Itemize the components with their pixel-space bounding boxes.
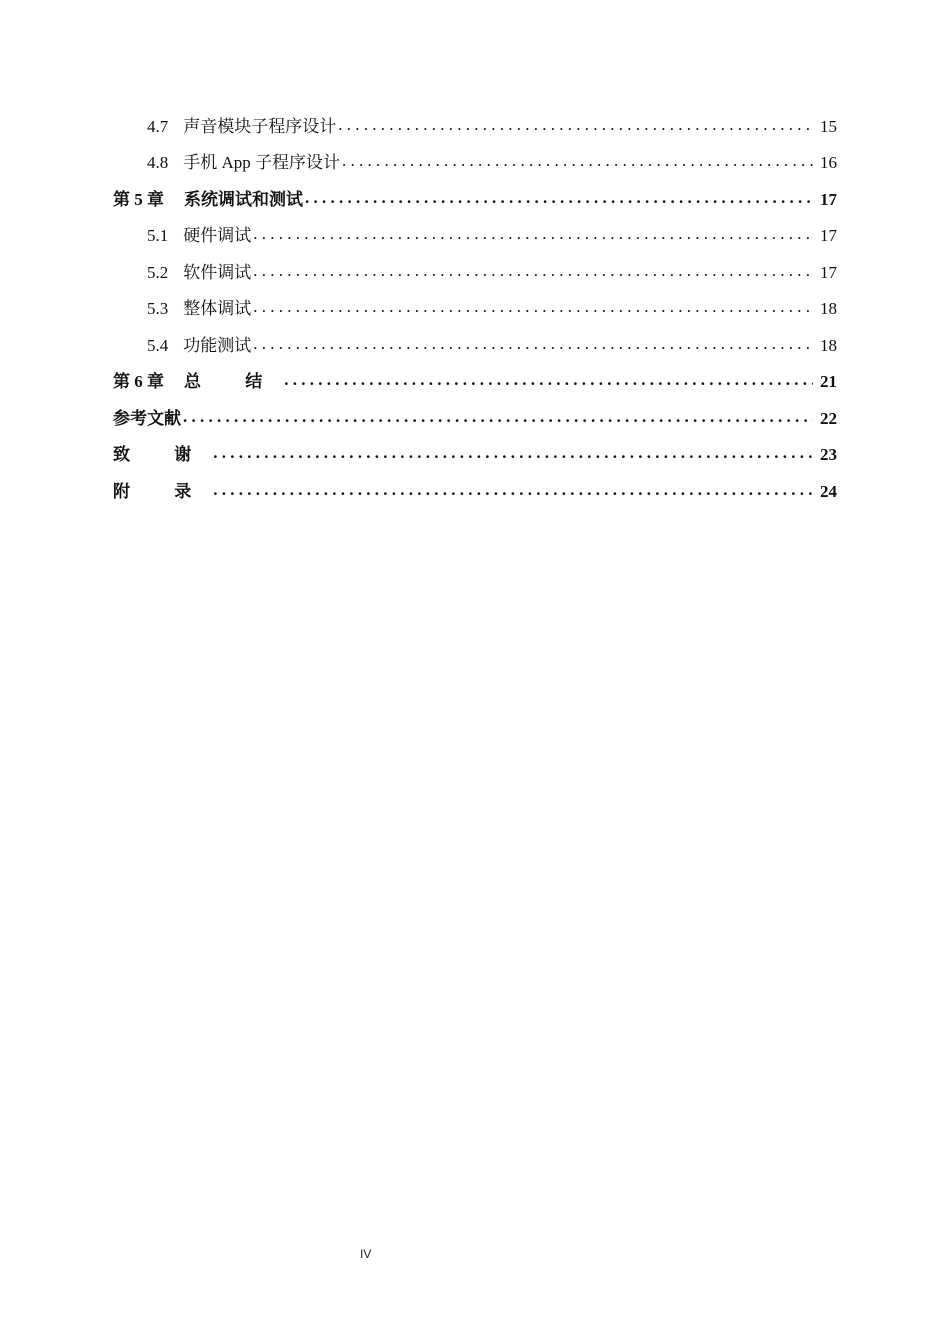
toc-dot-leader [253, 298, 813, 315]
page-number: IV [360, 1247, 372, 1261]
toc-dot-leader [342, 152, 813, 169]
toc-entry-title: 致 谢 [113, 445, 212, 465]
toc-entry-4-7[interactable] [113, 108, 837, 145]
toc-entry-title: 总 结 [184, 372, 283, 392]
toc-entry-page: 16 [820, 153, 837, 173]
toc-entry-number: 第 5 章 [113, 189, 164, 209]
toc-entry-title: 声音模块子程序设计 [183, 116, 337, 136]
toc-entry-number: 4.8 [147, 153, 169, 173]
toc-entry-number: 第 6 章 [113, 372, 164, 392]
toc-entry-5-1[interactable] [113, 218, 837, 255]
toc-entry-4-8[interactable] [113, 145, 837, 182]
toc-entry-page: 21 [820, 372, 837, 392]
toc-entry-page: 18 [820, 299, 837, 319]
toc-dot-leader [253, 335, 813, 352]
toc-entry-acknowledgements[interactable] [113, 437, 837, 474]
toc-dot-leader [253, 225, 813, 242]
toc-entry-number: 5.1 [147, 226, 169, 246]
toc-entry-appendix[interactable] [113, 473, 837, 510]
toc-entry-page: 18 [820, 335, 837, 355]
toc-dot-leader [213, 444, 813, 461]
toc-entry-5-4[interactable] [113, 327, 837, 364]
toc-entry-number: 5.4 [147, 335, 169, 355]
toc-dot-leader [284, 371, 813, 388]
toc-entry-page: 17 [820, 262, 837, 282]
toc-entry-number: 4.7 [147, 116, 169, 136]
toc-entry-title: 附 录 [113, 481, 212, 501]
toc-dot-leader [183, 408, 813, 425]
toc-entry-page: 15 [820, 116, 837, 136]
toc-dot-leader [338, 116, 813, 133]
toc-entry-page: 17 [820, 226, 837, 246]
toc-entry-title: 参考文献 [113, 408, 181, 428]
toc-entry-title: 功能测试 [183, 335, 252, 355]
toc-entry-title: 软件调试 [183, 262, 252, 282]
toc-entry-5-3[interactable] [113, 291, 837, 328]
toc-entry-references[interactable] [113, 400, 837, 437]
toc-entry-page: 17 [820, 189, 837, 209]
toc-entry-title: 系统调试和测试 [184, 189, 303, 209]
toc-entry-chapter-6[interactable] [113, 364, 837, 401]
toc-entry-title: 手机 App 子程序设计 [183, 153, 341, 173]
toc-dot-leader [253, 262, 813, 279]
toc-dot-leader [213, 481, 813, 498]
toc-entry-title: 整体调试 [183, 299, 252, 319]
toc-entry-page: 22 [820, 408, 837, 428]
toc-dot-leader [305, 189, 813, 206]
toc-entry-page: 23 [820, 445, 837, 465]
toc-entry-title: 硬件调试 [183, 226, 252, 246]
toc-entry-5-2[interactable] [113, 254, 837, 291]
toc-entry-page: 24 [820, 481, 837, 501]
toc-entry-chapter-5[interactable] [113, 181, 837, 218]
table-of-contents [113, 108, 837, 510]
toc-entry-number: 5.2 [147, 262, 169, 282]
toc-entry-number: 5.3 [147, 299, 169, 319]
